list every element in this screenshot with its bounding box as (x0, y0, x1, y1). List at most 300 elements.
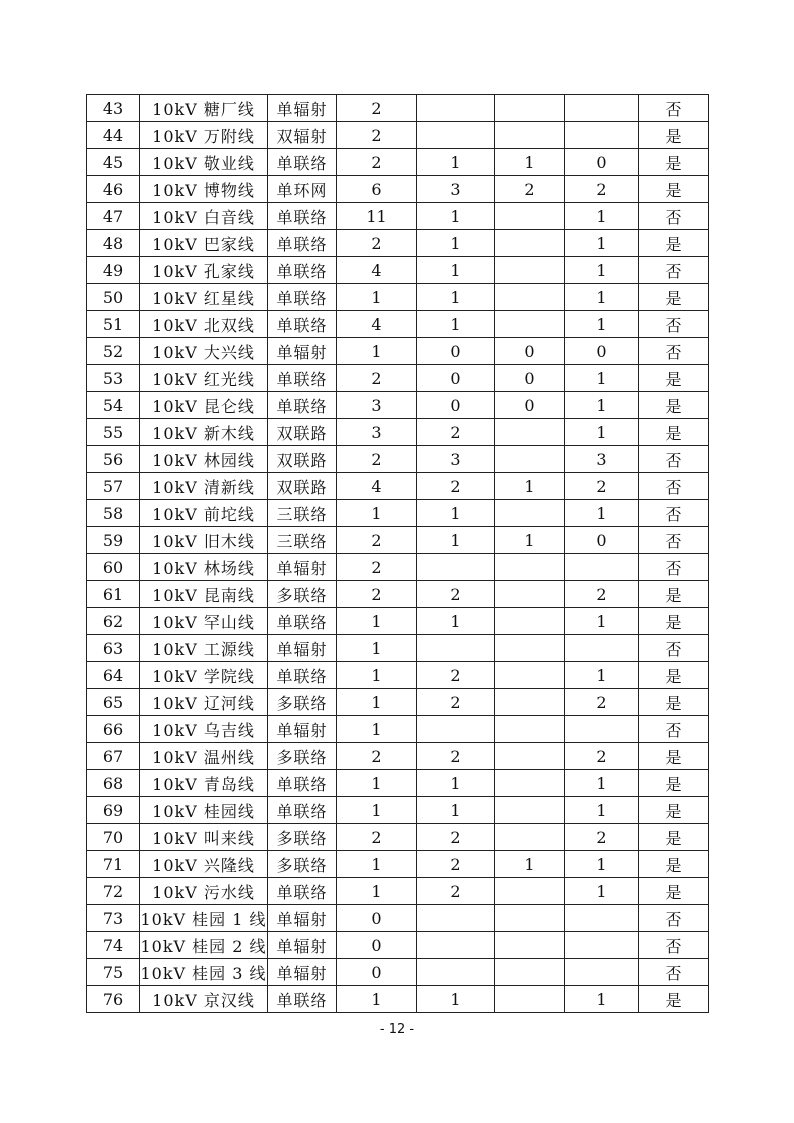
table-row (87, 257, 709, 284)
wiring-type-cell: 多联络 (268, 581, 337, 608)
row-index-cell: 67 (87, 743, 140, 770)
value-cell-c: 2 (565, 689, 639, 716)
line-name-cell: 10kV 红光线 (140, 365, 268, 392)
wiring-type-cell: 单辐射 (268, 95, 337, 122)
value-cell-c (565, 716, 639, 743)
status-cell: 否 (639, 95, 709, 122)
value-cell-c: 1 (565, 419, 639, 446)
wiring-type-cell: 单联络 (268, 257, 337, 284)
value-cell-c: 1 (565, 986, 639, 1013)
line-name-cell: 10kV 乌吉线 (140, 716, 268, 743)
wiring-type-cell: 单联络 (268, 797, 337, 824)
status-cell: 是 (639, 770, 709, 797)
row-index-cell: 72 (87, 878, 140, 905)
line-name-cell: 10kV 万附线 (140, 122, 268, 149)
count-cell: 1 (337, 986, 417, 1013)
line-name-cell: 10kV 京汉线 (140, 986, 268, 1013)
line-name-cell: 10kV 糖厂线 (140, 95, 268, 122)
count-cell: 1 (337, 878, 417, 905)
value-cell-b: 1 (495, 527, 565, 554)
status-cell: 是 (639, 230, 709, 257)
row-index-cell: 69 (87, 797, 140, 824)
page-number: - 12 - (379, 1022, 415, 1037)
wiring-type-cell: 单环网 (268, 176, 337, 203)
value-cell-a: 3 (417, 176, 495, 203)
value-cell-c: 2 (565, 581, 639, 608)
wiring-type-cell: 多联络 (268, 743, 337, 770)
line-name-cell: 10kV 青岛线 (140, 770, 268, 797)
value-cell-a: 2 (417, 878, 495, 905)
wiring-type-cell: 单辐射 (268, 338, 337, 365)
value-cell-a: 2 (417, 662, 495, 689)
table-row (87, 527, 709, 554)
status-cell: 是 (639, 986, 709, 1013)
value-cell-b (495, 446, 565, 473)
count-cell: 0 (337, 905, 417, 932)
line-name-cell: 10kV 工源线 (140, 635, 268, 662)
table-row (87, 716, 709, 743)
value-cell-c: 2 (565, 176, 639, 203)
line-name-cell: 10kV 昆南线 (140, 581, 268, 608)
value-cell-a: 1 (417, 284, 495, 311)
status-cell: 否 (639, 446, 709, 473)
line-name-cell: 10kV 温州线 (140, 743, 268, 770)
status-cell: 否 (639, 338, 709, 365)
count-cell: 2 (337, 149, 417, 176)
value-cell-a: 2 (417, 824, 495, 851)
status-cell: 否 (639, 311, 709, 338)
status-cell: 是 (639, 743, 709, 770)
table-row (87, 662, 709, 689)
value-cell-b (495, 500, 565, 527)
row-index-cell: 60 (87, 554, 140, 581)
table-row (87, 554, 709, 581)
table-row (87, 446, 709, 473)
row-index-cell: 45 (87, 149, 140, 176)
count-cell: 3 (337, 392, 417, 419)
table-row (87, 122, 709, 149)
value-cell-b (495, 743, 565, 770)
value-cell-c: 1 (565, 878, 639, 905)
count-cell: 1 (337, 797, 417, 824)
value-cell-c (565, 122, 639, 149)
value-cell-a (417, 932, 495, 959)
value-cell-c (565, 932, 639, 959)
table-row (87, 149, 709, 176)
value-cell-b (495, 581, 565, 608)
wiring-type-cell: 单联络 (268, 878, 337, 905)
value-cell-c: 1 (565, 365, 639, 392)
value-cell-b (495, 716, 565, 743)
value-cell-c (565, 905, 639, 932)
table-row (87, 284, 709, 311)
wiring-type-cell: 三联络 (268, 527, 337, 554)
value-cell-a: 0 (417, 365, 495, 392)
wiring-type-cell: 单联络 (268, 608, 337, 635)
line-name-cell: 10kV 新木线 (140, 419, 268, 446)
wiring-type-cell: 单联络 (268, 662, 337, 689)
value-cell-b: 1 (495, 851, 565, 878)
row-index-cell: 50 (87, 284, 140, 311)
status-cell: 是 (639, 365, 709, 392)
row-index-cell: 46 (87, 176, 140, 203)
count-cell: 2 (337, 122, 417, 149)
value-cell-b: 1 (495, 149, 565, 176)
line-name-cell: 10kV 污水线 (140, 878, 268, 905)
value-cell-b (495, 635, 565, 662)
row-index-cell: 62 (87, 608, 140, 635)
line-name-cell: 10kV 敬业线 (140, 149, 268, 176)
value-cell-a: 1 (417, 230, 495, 257)
count-cell: 1 (337, 716, 417, 743)
wiring-type-cell: 多联络 (268, 824, 337, 851)
value-cell-a: 1 (417, 149, 495, 176)
count-cell: 2 (337, 230, 417, 257)
status-cell: 否 (639, 959, 709, 986)
value-cell-b (495, 959, 565, 986)
line-name-cell: 10kV 林园线 (140, 446, 268, 473)
value-cell-c: 3 (565, 446, 639, 473)
table-row (87, 932, 709, 959)
count-cell: 2 (337, 95, 417, 122)
value-cell-a (417, 635, 495, 662)
value-cell-c: 1 (565, 392, 639, 419)
line-name-cell: 10kV 北双线 (140, 311, 268, 338)
value-cell-b (495, 419, 565, 446)
row-index-cell: 51 (87, 311, 140, 338)
count-cell: 3 (337, 419, 417, 446)
value-cell-b (495, 311, 565, 338)
count-cell: 0 (337, 932, 417, 959)
value-cell-b: 1 (495, 473, 565, 500)
row-index-cell: 61 (87, 581, 140, 608)
value-cell-a: 1 (417, 257, 495, 284)
count-cell: 2 (337, 554, 417, 581)
row-index-cell: 74 (87, 932, 140, 959)
value-cell-a: 2 (417, 743, 495, 770)
count-cell: 1 (337, 608, 417, 635)
table-row (87, 959, 709, 986)
status-cell: 否 (639, 257, 709, 284)
value-cell-b (495, 203, 565, 230)
value-cell-c: 1 (565, 608, 639, 635)
line-name-cell: 10kV 桂园 3 线 (140, 959, 268, 986)
value-cell-c: 1 (565, 311, 639, 338)
row-index-cell: 43 (87, 95, 140, 122)
value-cell-a: 1 (417, 203, 495, 230)
line-name-cell: 10kV 大兴线 (140, 338, 268, 365)
count-cell: 4 (337, 257, 417, 284)
value-cell-a (417, 554, 495, 581)
wiring-type-cell: 双联路 (268, 419, 337, 446)
value-cell-b (495, 554, 565, 581)
line-name-cell: 10kV 旧木线 (140, 527, 268, 554)
wiring-type-cell: 单联络 (268, 392, 337, 419)
line-name-cell: 10kV 清新线 (140, 473, 268, 500)
wiring-type-cell: 多联络 (268, 689, 337, 716)
status-cell: 是 (639, 419, 709, 446)
row-index-cell: 57 (87, 473, 140, 500)
wiring-type-cell: 双辐射 (268, 122, 337, 149)
value-cell-c: 0 (565, 149, 639, 176)
count-cell: 4 (337, 311, 417, 338)
wiring-type-cell: 单联络 (268, 284, 337, 311)
count-cell: 2 (337, 743, 417, 770)
value-cell-a: 2 (417, 581, 495, 608)
wiring-type-cell: 单联络 (268, 770, 337, 797)
value-cell-c: 1 (565, 230, 639, 257)
status-cell: 是 (639, 689, 709, 716)
row-index-cell: 64 (87, 662, 140, 689)
value-cell-b (495, 122, 565, 149)
row-index-cell: 73 (87, 905, 140, 932)
value-cell-b (495, 797, 565, 824)
count-cell: 4 (337, 473, 417, 500)
wiring-type-cell: 单联络 (268, 230, 337, 257)
wiring-type-cell: 单辐射 (268, 905, 337, 932)
status-cell: 是 (639, 392, 709, 419)
value-cell-b (495, 662, 565, 689)
row-index-cell: 44 (87, 122, 140, 149)
status-cell: 是 (639, 149, 709, 176)
status-cell: 是 (639, 581, 709, 608)
value-cell-c: 0 (565, 338, 639, 365)
value-cell-c: 1 (565, 500, 639, 527)
table-row (87, 824, 709, 851)
value-cell-b (495, 932, 565, 959)
row-index-cell: 65 (87, 689, 140, 716)
count-cell: 2 (337, 446, 417, 473)
value-cell-a (417, 959, 495, 986)
line-name-cell: 10kV 辽河线 (140, 689, 268, 716)
status-cell: 否 (639, 554, 709, 581)
value-cell-a: 1 (417, 527, 495, 554)
status-cell: 否 (639, 905, 709, 932)
line-name-cell: 10kV 前坨线 (140, 500, 268, 527)
wiring-type-cell: 三联络 (268, 500, 337, 527)
count-cell: 2 (337, 581, 417, 608)
value-cell-b (495, 284, 565, 311)
row-index-cell: 63 (87, 635, 140, 662)
count-cell: 2 (337, 365, 417, 392)
count-cell: 1 (337, 500, 417, 527)
value-cell-c: 2 (565, 743, 639, 770)
table-row (87, 797, 709, 824)
value-cell-a: 2 (417, 689, 495, 716)
status-cell: 是 (639, 878, 709, 905)
value-cell-b (495, 905, 565, 932)
row-index-cell: 52 (87, 338, 140, 365)
wiring-type-cell: 单联络 (268, 311, 337, 338)
row-index-cell: 68 (87, 770, 140, 797)
status-cell: 是 (639, 824, 709, 851)
value-cell-b (495, 230, 565, 257)
count-cell: 6 (337, 176, 417, 203)
wiring-type-cell: 多联络 (268, 851, 337, 878)
value-cell-c: 1 (565, 257, 639, 284)
table-row (87, 203, 709, 230)
value-cell-c: 1 (565, 203, 639, 230)
value-cell-c (565, 635, 639, 662)
table-row (87, 878, 709, 905)
status-cell: 否 (639, 635, 709, 662)
value-cell-b (495, 986, 565, 1013)
wiring-type-cell: 双联路 (268, 446, 337, 473)
row-index-cell: 76 (87, 986, 140, 1013)
value-cell-a: 1 (417, 986, 495, 1013)
line-name-cell: 10kV 罕山线 (140, 608, 268, 635)
count-cell: 2 (337, 527, 417, 554)
status-cell: 是 (639, 176, 709, 203)
status-cell: 是 (639, 851, 709, 878)
value-cell-b: 0 (495, 365, 565, 392)
value-cell-a: 1 (417, 311, 495, 338)
feeder-table (86, 94, 709, 1013)
value-cell-a (417, 905, 495, 932)
value-cell-a (417, 95, 495, 122)
line-name-cell: 10kV 桂园 1 线 (140, 905, 268, 932)
row-index-cell: 75 (87, 959, 140, 986)
line-name-cell: 10kV 桂园 2 线 (140, 932, 268, 959)
table-row (87, 500, 709, 527)
status-cell: 是 (639, 608, 709, 635)
wiring-type-cell: 单辐射 (268, 959, 337, 986)
value-cell-b (495, 878, 565, 905)
table-row (87, 581, 709, 608)
value-cell-b (495, 608, 565, 635)
table-row (87, 338, 709, 365)
wiring-type-cell: 单联络 (268, 986, 337, 1013)
value-cell-a: 1 (417, 500, 495, 527)
status-cell: 是 (639, 797, 709, 824)
wiring-type-cell: 单辐射 (268, 554, 337, 581)
line-name-cell: 10kV 红星线 (140, 284, 268, 311)
table-row (87, 365, 709, 392)
line-name-cell: 10kV 林场线 (140, 554, 268, 581)
value-cell-a: 3 (417, 446, 495, 473)
status-cell: 否 (639, 932, 709, 959)
value-cell-c: 1 (565, 770, 639, 797)
status-cell: 是 (639, 662, 709, 689)
row-index-cell: 70 (87, 824, 140, 851)
value-cell-a: 0 (417, 338, 495, 365)
row-index-cell: 48 (87, 230, 140, 257)
line-name-cell: 10kV 白音线 (140, 203, 268, 230)
value-cell-a (417, 716, 495, 743)
value-cell-c: 2 (565, 824, 639, 851)
wiring-type-cell: 单联络 (268, 149, 337, 176)
value-cell-c (565, 554, 639, 581)
wiring-type-cell: 单联络 (268, 203, 337, 230)
value-cell-c: 1 (565, 851, 639, 878)
table-row (87, 608, 709, 635)
feeder-table-body (87, 95, 709, 1013)
status-cell: 否 (639, 500, 709, 527)
count-cell: 1 (337, 689, 417, 716)
line-name-cell: 10kV 孔家线 (140, 257, 268, 284)
value-cell-b (495, 257, 565, 284)
wiring-type-cell: 单联络 (268, 365, 337, 392)
row-index-cell: 53 (87, 365, 140, 392)
count-cell: 1 (337, 662, 417, 689)
value-cell-c: 1 (565, 662, 639, 689)
status-cell: 否 (639, 527, 709, 554)
line-name-cell: 10kV 兴隆线 (140, 851, 268, 878)
table-row (87, 986, 709, 1013)
value-cell-c (565, 959, 639, 986)
line-name-cell: 10kV 巴家线 (140, 230, 268, 257)
value-cell-b: 2 (495, 176, 565, 203)
row-index-cell: 55 (87, 419, 140, 446)
value-cell-b (495, 95, 565, 122)
wiring-type-cell: 单辐射 (268, 635, 337, 662)
value-cell-b (495, 689, 565, 716)
table-row (87, 635, 709, 662)
table-row (87, 392, 709, 419)
count-cell: 1 (337, 284, 417, 311)
value-cell-c (565, 95, 639, 122)
wiring-type-cell: 双联路 (268, 473, 337, 500)
value-cell-b: 0 (495, 338, 565, 365)
value-cell-a: 0 (417, 392, 495, 419)
value-cell-b: 0 (495, 392, 565, 419)
table-row (87, 473, 709, 500)
status-cell: 是 (639, 122, 709, 149)
row-index-cell: 71 (87, 851, 140, 878)
value-cell-b (495, 824, 565, 851)
row-index-cell: 49 (87, 257, 140, 284)
row-index-cell: 56 (87, 446, 140, 473)
value-cell-a: 1 (417, 608, 495, 635)
value-cell-b (495, 770, 565, 797)
value-cell-c: 2 (565, 473, 639, 500)
table-row (87, 176, 709, 203)
count-cell: 0 (337, 959, 417, 986)
value-cell-c: 0 (565, 527, 639, 554)
value-cell-a: 2 (417, 851, 495, 878)
value-cell-c: 1 (565, 284, 639, 311)
count-cell: 1 (337, 770, 417, 797)
table-row (87, 311, 709, 338)
value-cell-a: 2 (417, 419, 495, 446)
status-cell: 是 (639, 284, 709, 311)
row-index-cell: 47 (87, 203, 140, 230)
value-cell-a (417, 122, 495, 149)
count-cell: 1 (337, 635, 417, 662)
wiring-type-cell: 单辐射 (268, 716, 337, 743)
table-row (87, 95, 709, 122)
count-cell: 2 (337, 824, 417, 851)
table-row (87, 689, 709, 716)
status-cell: 否 (639, 473, 709, 500)
row-index-cell: 54 (87, 392, 140, 419)
row-index-cell: 58 (87, 500, 140, 527)
line-name-cell: 10kV 桂园线 (140, 797, 268, 824)
value-cell-a: 2 (417, 473, 495, 500)
line-name-cell: 10kV 博物线 (140, 176, 268, 203)
line-name-cell: 10kV 昆仑线 (140, 392, 268, 419)
value-cell-a: 1 (417, 770, 495, 797)
count-cell: 1 (337, 338, 417, 365)
table-row (87, 905, 709, 932)
table-row (87, 419, 709, 446)
line-name-cell: 10kV 学院线 (140, 662, 268, 689)
table-row (87, 770, 709, 797)
table-row (87, 851, 709, 878)
table-row (87, 230, 709, 257)
count-cell: 11 (337, 203, 417, 230)
status-cell: 否 (639, 203, 709, 230)
